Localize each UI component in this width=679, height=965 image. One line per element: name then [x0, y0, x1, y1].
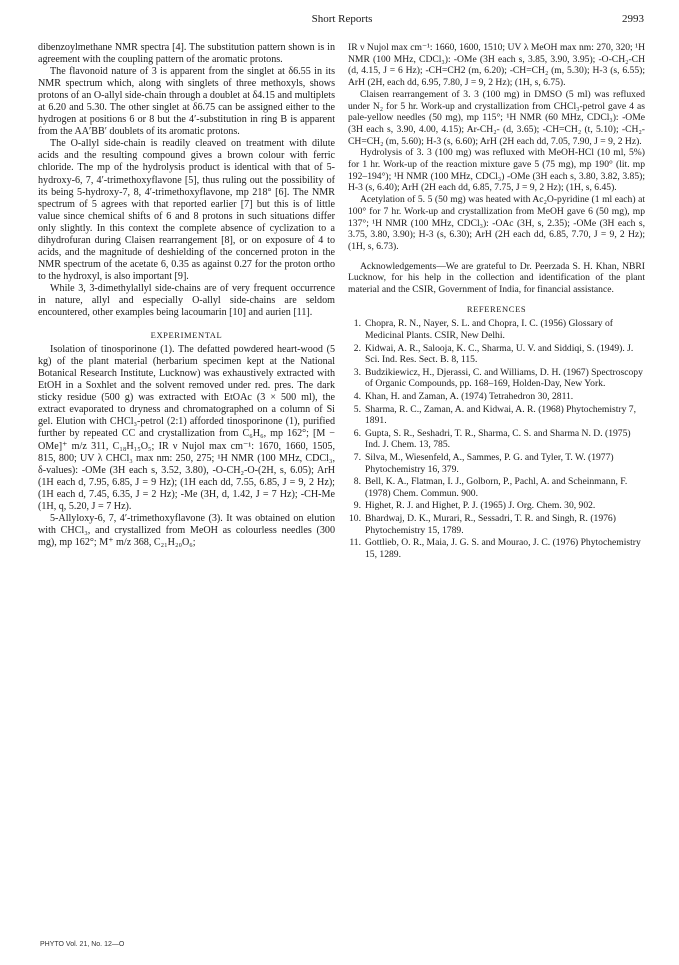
- reference-item: [348, 513, 645, 536]
- reference-item: [348, 391, 645, 403]
- reference-item: [348, 318, 645, 341]
- reference-text: Bell, K. A., Flatman, I. J., Golborn, P., Pachl, A. and Scheinmann, F. (1978) Chem. Commun. 900.: [365, 476, 628, 499]
- journal-footer: PHYTO Vol. 21, No. 12—O: [40, 941, 125, 948]
- reference-item: [348, 404, 645, 427]
- reference-item: [348, 500, 645, 512]
- reference-item: [348, 343, 645, 366]
- reference-number: 1.: [353, 318, 361, 330]
- experimental-heading: EXPERIMENTAL: [150, 330, 223, 341]
- reference-number: 4.: [353, 391, 361, 403]
- experimental-paragraph: 5-Allyloxy-6, 7, 4′-trimethoxyflavone (3). It was obtained on elution with CHCl₃, and crystallized from MeOH as colourless needles (300 mg), mp 162°; M⁺ m/z 368, C₂₁H₂₀O₆;: [38, 512, 335, 548]
- body-paragraph: While 3, 3-dimethylallyl side-chains are of very frequent occurrence in nature, allyl and especially O-allyl side-chains are seldom encountered, other examples being lacoumarin [10] and aurien [11].: [38, 282, 335, 319]
- reference-number: 5.: [353, 403, 361, 415]
- reference-list: [348, 318, 645, 560]
- reference-number: 9.: [353, 500, 361, 512]
- running-header: [40, 13, 644, 29]
- reference-item: [348, 537, 645, 560]
- body-paragraph: The O-allyl side-chain is readily cleaved on treatment with dilute acids and the resulting compound gives a brown colour with ferric chloride. The mp of the hydrolysis product is identical with that of 5-hydroxy-6, 7, 4′-trimethoxyflavone [5], thus ruling out the possibility of its being 5-hydroxy-7, 8, 4′-trimethoxyflavone, mp 218° [6]. The NMR spectrum of 5 agrees with that reported earlier [7] but this is of little value since chemical shifts of 6 and 8 protons in such situations differ only slightly. In this context the complete absence of cyclization to a dihydrofuran during Claisen rearrangement [8], or on exposure of 4 to acids, and the magnitude of deshielding of the concerned proton in the NMR spectrum of the acetate 6, 0.35 as against 0.27 for the proton ortho to the hydroxyl, is also important [9].: [38, 138, 335, 282]
- running-title: Short Reports: [311, 13, 373, 25]
- experimental-paragraph: Hydrolysis of 3. 3 (100 mg) was refluxed with MeOH-HCl (10 ml, 5%) for 1 hr. Work-up of the reaction mixture gave 5 (75 mg), mp 190° (lit. mp 192–194°); ¹H NMR (100 MHz, CDCl₃) -OMe (3H each s, 3.80, 3.82, 3.85); H-3 (s, 6.40); ArH (2H each dd, 6.85, 7.75, J = 9, 2 Hz); (1H, s, 6.45).: [348, 147, 645, 194]
- reference-item: [348, 367, 645, 390]
- reference-number: 6.: [353, 427, 361, 439]
- body-paragraph: dibenzoylmethane NMR spectra [4]. The substitution pattern shown is in agreement with the coupling pattern of the aromatic protons.: [38, 42, 335, 66]
- reference-item: [348, 476, 645, 499]
- reference-text: Budzikiewicz, H., Djerassi, C. and Williams, D. H. (1967) Spectroscopy of Organic Compounds, pp. 168–169, Holden-Day, New York.: [365, 366, 643, 390]
- body-paragraph: The flavonoid nature of 3 is apparent from the singlet at δ6.55 in its NMR spectrum which, along with singlets of three methoxyls, shows protons of an O-allyl side-chain through a doublet at δ4.15 and multiplets at 6.20 and 5.30. The other singlet at δ6.75 can be assigned either to the hydrogen at positions 6 or 8 but the 4′-substitution in ring B is apparent from the AA′BB′ doublets of its aromatic protons.: [38, 66, 335, 138]
- reference-text: Khan, H. and Zaman, A. (1974) Tetrahedron 30, 2811.: [365, 391, 574, 403]
- reference-text: Chopra, R. N., Nayer, S. L. and Chopra, I. C. (1956) Glossary of Medicinal Plants. CSIR, New Delhi.: [365, 318, 613, 342]
- experimental-paragraph: Acetylation of 5. 5 (50 mg) was heated with Ac₂O-pyridine (1 ml each) at 100° for 7 hr. Work-up and crystallization from MeOH gave 6 (50 mg), mp 137°; ¹H NMR (100 MHz, CDCl₃): -OAc (3H, s, 2.35); -OMe (3H each s, 3.75, 3.80, 3.90); H-3 (s, 6.30); ArH (2H each dd, 6.85, 7.70, J = 9, 2 Hz); (1H, s, 6.73).: [348, 194, 645, 252]
- experimental-paragraph: Claisen rearrangement of 3. 3 (100 mg) in DMSO (5 ml) was refluxed under N₂ for 5 hr. Work-up and crystallization from CHCl₃-petrol gave 4 as pale-yellow needles (50 mg), mp 115°; ¹H NMR (60 MHz, CDCl₃): -OMe (3H each s, 3.90, 4.00, 4.15); Ar-CH₂- (d, 3.65); -CH=CH₂ (t, 5.10); -CH₂-CH=CH₂ (m, 5.60); H-3 (s, 6.60); ArH (2H each dd, 7.05, 7.90, J = 9, 2 Hz).: [348, 88, 645, 147]
- reference-number: 3.: [353, 366, 361, 378]
- reference-text: Bhardwaj, D. K., Murari, R., Sessadri, T. R. and Singh, R. (1976) Phytochemistry 15, 1789.: [365, 512, 616, 536]
- reference-number: 11.: [349, 537, 361, 549]
- reference-item: [348, 428, 645, 451]
- reference-text: Kidwai, A. R., Salooja, K. C., Sharma, U. V. and Siddiqi, S. (1949). J. Sci. Ind. Res. Sect. B. 8, 115.: [365, 342, 634, 366]
- reference-item: [348, 452, 645, 475]
- reference-number: 7.: [353, 452, 361, 463]
- reference-number: 8.: [353, 476, 361, 488]
- references-heading: REFERENCES: [466, 303, 527, 314]
- reference-text: Gupta, S. R., Seshadri, T. R., Sharma, C. S. and Sharma N. D. (1975) Ind. J. Chem. 13, 785.: [365, 427, 631, 451]
- reference-text: Gottlieb, O. R., Maia, J. G. S. and Mourao, J. C. (1976) Phytochemistry 15, 1289.: [365, 537, 641, 560]
- experimental-paragraph: Isolation of tinosporinone (1). The defatted powdered heart-wood (5 kg) of the plant material (herbarium specimen kept at the National Botanical Research Institute, Lucknow) was exhaustively extracted with EtOH in a Soxhlet and the solvent removed under red. pres. The dark sticky residue (500 g) was extracted with EtOAc (3 × 500 ml), the extract evaporated to dryness and chromatographed on a column of Si gel. Elution with CHCl₃-petrol (2:1) afforded tinosporinone (1), purified further by repeated CC and crystallization from C₆H₆, mp 162°; [M − OMe]⁺ m/z 311, C₁₈H₁₅O₅; IR ν Nujol max cm⁻¹: 1670, 1660, 1505, 815, 800; UV λ CHCl₃ max nm: 250, 275; ¹H NMR (100 MHz, CDCl₃, δ-values): -OMe (3H each s, 3.52, 3.80), -O-CH₂-O-(2H, s, 6.05); ArH (1H each d, 7.95, 6.85, J = 9 Hz); (1H each dd, 7.55, 6.85, J = 9, 2 Hz); (1H each d, 7.45, 6.35, J = 2 Hz); -Me (3H, d, 1.42, J = 7 Hz); -CH-Me (1H, q, 5.20, J = 7 Hz).: [38, 344, 335, 512]
- right-column: [348, 42, 645, 561]
- experimental-paragraph: IR ν Nujol max cm⁻¹: 1660, 1600, 1510; UV λ MeOH max nm: 270, 320; ¹H NMR (100 MHz, CDCl₃): -OMe (3H each s, 3.85, 3.90, 3.95); -O-CH₂-CH (d, 4.15, J = 6 Hz); -CH=CH2 (m, 6.20); -CH=CH₂ (m, 5.30); H-3 (s, 6.55); ArH (2H, each dd, 6.95, 7.80, J = 9, 2 Hz); (1H, s, 6.75).: [348, 42, 645, 89]
- reference-text: Sharma, R. C., Zaman, A. and Kidwai, A. R. (1968) Phytochemistry 7, 1891.: [365, 403, 636, 427]
- reference-number: 10.: [349, 512, 361, 524]
- reference-text: Silva, M., Wiesenfeld, A., Sammes, P. G. and Tyler, T. W. (1977) Phytochemistry 16, 379.: [365, 452, 614, 475]
- left-column: [38, 42, 335, 549]
- reference-number: 2.: [353, 342, 361, 354]
- reference-text: Highet, R. J. and Highet, P. J. (1965) J. Org. Chem. 30, 902.: [365, 500, 596, 512]
- acknowledgements: Acknowledgements—We are grateful to Dr. Peerzada S. H. Khan, NBRI Lucknow, for his help in the collection and identification of the plant material and the CSIR, Government of India, for financial assistance.: [348, 260, 645, 296]
- page-number: 2993: [622, 13, 644, 25]
